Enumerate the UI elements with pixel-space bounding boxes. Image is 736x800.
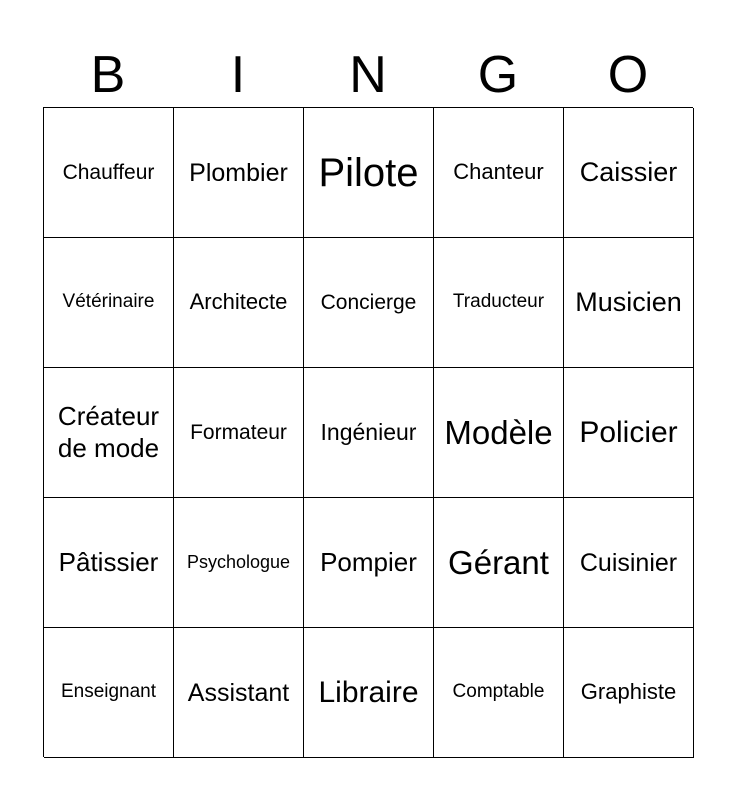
cell-label: Plombier (189, 158, 288, 187)
bingo-cell[interactable] (564, 238, 694, 368)
bingo-header (43, 40, 693, 110)
header-letter-i: I (230, 46, 246, 104)
cell-label: Libraire (318, 675, 419, 709)
bingo-cell[interactable] (174, 498, 304, 628)
bingo-cell[interactable] (44, 368, 174, 498)
bingo-cell[interactable] (304, 108, 434, 238)
bingo-cell[interactable] (174, 108, 304, 238)
bingo-cell[interactable] (44, 498, 174, 628)
cell-label: Pompier (320, 546, 417, 577)
cell-label: Comptable (452, 681, 545, 703)
bingo-cell[interactable] (564, 628, 694, 758)
cell-label: Vétérinaire (62, 291, 155, 313)
cell-label: Concierge (320, 290, 417, 314)
bingo-cell[interactable] (564, 368, 694, 498)
cell-label: Policier (579, 415, 678, 449)
cell-label: Caissier (579, 157, 678, 188)
header-letter-n: N (349, 46, 387, 104)
cell-label: Psychologue (186, 551, 291, 572)
bingo-cell[interactable] (44, 108, 174, 238)
cell-label: Pâtissier (58, 546, 159, 577)
bingo-board (43, 107, 693, 757)
bingo-cell[interactable] (434, 628, 564, 758)
cell-label: Pilote (318, 150, 419, 195)
bingo-cell[interactable] (304, 498, 434, 628)
bingo-cell[interactable] (174, 368, 304, 498)
cell-label: Musicien (575, 287, 682, 318)
cell-label: Assistant (187, 678, 290, 707)
bingo-cell[interactable] (434, 368, 564, 498)
bingo-cell[interactable] (564, 498, 694, 628)
cell-label: Ingénieur (320, 418, 417, 445)
bingo-cell[interactable] (434, 108, 564, 238)
bingo-cell[interactable] (174, 238, 304, 368)
header-letter-g: G (477, 46, 519, 104)
cell-label: Modèle (444, 413, 553, 451)
bingo-cell[interactable] (174, 628, 304, 758)
cell-label: Chauffeur (62, 160, 155, 184)
bingo-cell[interactable] (44, 628, 174, 758)
bingo-cell[interactable] (434, 498, 564, 628)
cell-label: Créateur de mode (57, 401, 160, 463)
cell-label: Graphiste (580, 679, 677, 705)
cell-label: Cuisinier (579, 548, 678, 577)
cell-label: Traducteur (452, 291, 545, 313)
bingo-cell[interactable] (304, 238, 434, 368)
bingo-cell[interactable] (564, 108, 694, 238)
cell-label: Chanteur (453, 159, 544, 185)
bingo-cell[interactable] (434, 238, 564, 368)
cell-label: Formateur (190, 420, 287, 444)
bingo-cell[interactable] (304, 628, 434, 758)
bingo-cell[interactable] (44, 238, 174, 368)
cell-label: Architecte (189, 289, 288, 315)
cell-label: Gérant (448, 543, 549, 581)
header-letter-o: O (607, 46, 649, 104)
cell-label: Enseignant (60, 681, 157, 703)
bingo-cell[interactable] (304, 368, 434, 498)
header-letter-b: B (90, 46, 126, 104)
